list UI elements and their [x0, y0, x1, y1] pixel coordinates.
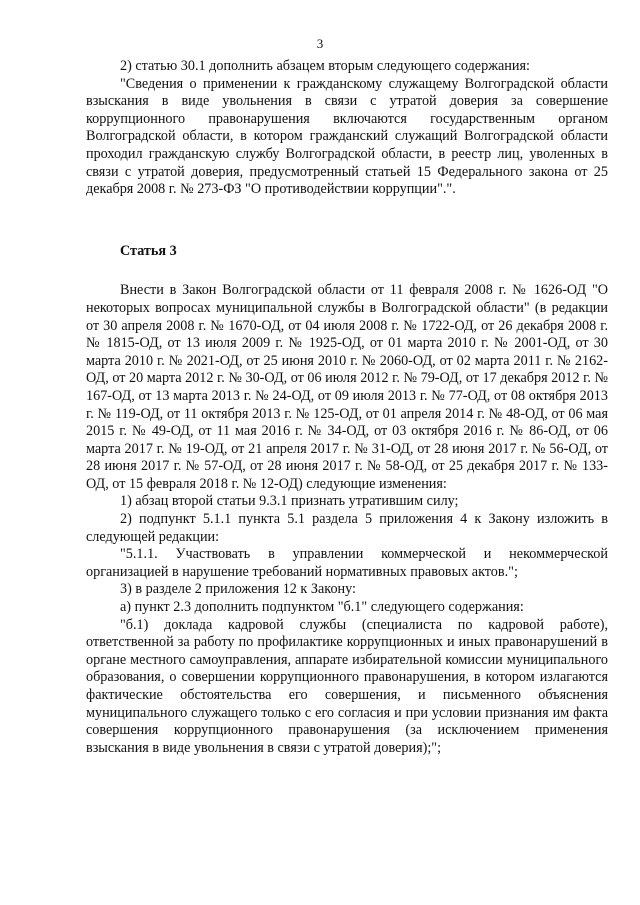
- document-body: [86, 58, 608, 757]
- page-number: 3: [316, 36, 324, 51]
- paragraph-item-3: 3) в разделе 2 приложения 12 к Закону:: [120, 581, 356, 598]
- paragraph-quoted-5-1-1: "5.1.1. Участвовать в управлении коммерческой и некоммерческой организацией в нарушение требований нормативных правовых актов.";: [86, 546, 608, 580]
- paragraph-item-1: 1) абзац второй статьи 9.3.1 признать утратившим силу;: [120, 493, 459, 510]
- article-heading: Статья 3: [120, 242, 177, 259]
- paragraph-amendment-item-2: 2) статью 30.1 дополнить абзацем вторым следующего содержания:: [120, 58, 530, 74]
- paragraph-quoted-b1: "б.1) доклада кадровой службы (специалиста по кадровой работе), ответственной за работу по профилактике коррупционных и иных правонарушений в органе местного самоуправления, аппарате избирательной комиссии муниципального образования, о совершении коррупционного правонарушения, в котором излагаются фактические обстоятельства его совершения, и письменного объяснения муниципального служащего только с его согласия и при условии признания им факта совершения коррупционного правонарушения (за исключением применения взыскания в виде увольнения в связи с утратой доверия);";: [86, 616, 608, 756]
- paragraph-item-2: 2) подпункт 5.1.1 пункта 5.1 раздела 5 приложения 4 к Закону изложить в следующей редакции:: [86, 511, 608, 545]
- paragraph-quoted-text: "Сведения о применении к гражданскому служащему Волгоградской области взыскания в виде увольнения в связи с утратой доверия за совершение коррупционного правонарушения включаются государственным органом Волгоградской области, в котором гражданский служащий Волгоградской области проходил гражданскую службу Волгоградской области, в реестр лиц, уволенных в связи с утратой доверия, предусмотренный статьей 15 Федерального закона от 25 декабря 2008 г. № 273-ФЗ "О противодействии коррупции".".: [86, 75, 608, 198]
- paragraph-subitem-a: а) пункт 2.3 дополнить подпунктом "б.1" следующего содержания:: [120, 599, 524, 616]
- paragraph-law-amendments-intro: Внести в Закон Волгоградской области от 11 февраля 2008 г. № 1626-ОД "О некоторых вопросах муниципальной службы в Волгоградской области" (в редакции от 30 апреля 2008 г. № 1670-ОД, от 04 июля 2008 г. № 1722-ОД, от 26 декабря 2008 г. № 1815-ОД, от 13 июля 2009 г. № 1925-ОД, от 01 марта 2010 г. № 2001-ОД, от 30 марта 2010 г. № 2021-ОД, от 25 июня 2010 г. № 2060-ОД, от 02 марта 2011 г. № 2162-ОД, от 20 марта 2012 г. № 30-ОД, от 06 июля 2012 г. № 79-ОД, от 17 декабря 2012 г. № 167-ОД, от 13 марта 2013 г. № 24-ОД, от 09 июля 2013 г. № 77-ОД, от 08 октября 2013 г. № 119-ОД, от 11 октября 2013 г. № 125-ОД, от 01 апреля 2014 г. № 48-ОД, от 06 мая 2015 г. № 49-ОД, от 11 мая 2016 г. № 34-ОД, от 03 октября 2016 г. № 86-ОД, от 06 марта 2017 г. № 19-ОД, от 21 апреля 2017 г. № 31-ОД, от 28 июня 2017 г. № 56-ОД, от 28 июня 2017 г. № 57-ОД, от 28 июня 2017 г. № 58-ОД, от 25 декабря 2017 г. № 133-ОД, от 15 февраля 2018 г. № 12-ОД) следующие изменения:: [86, 282, 608, 492]
